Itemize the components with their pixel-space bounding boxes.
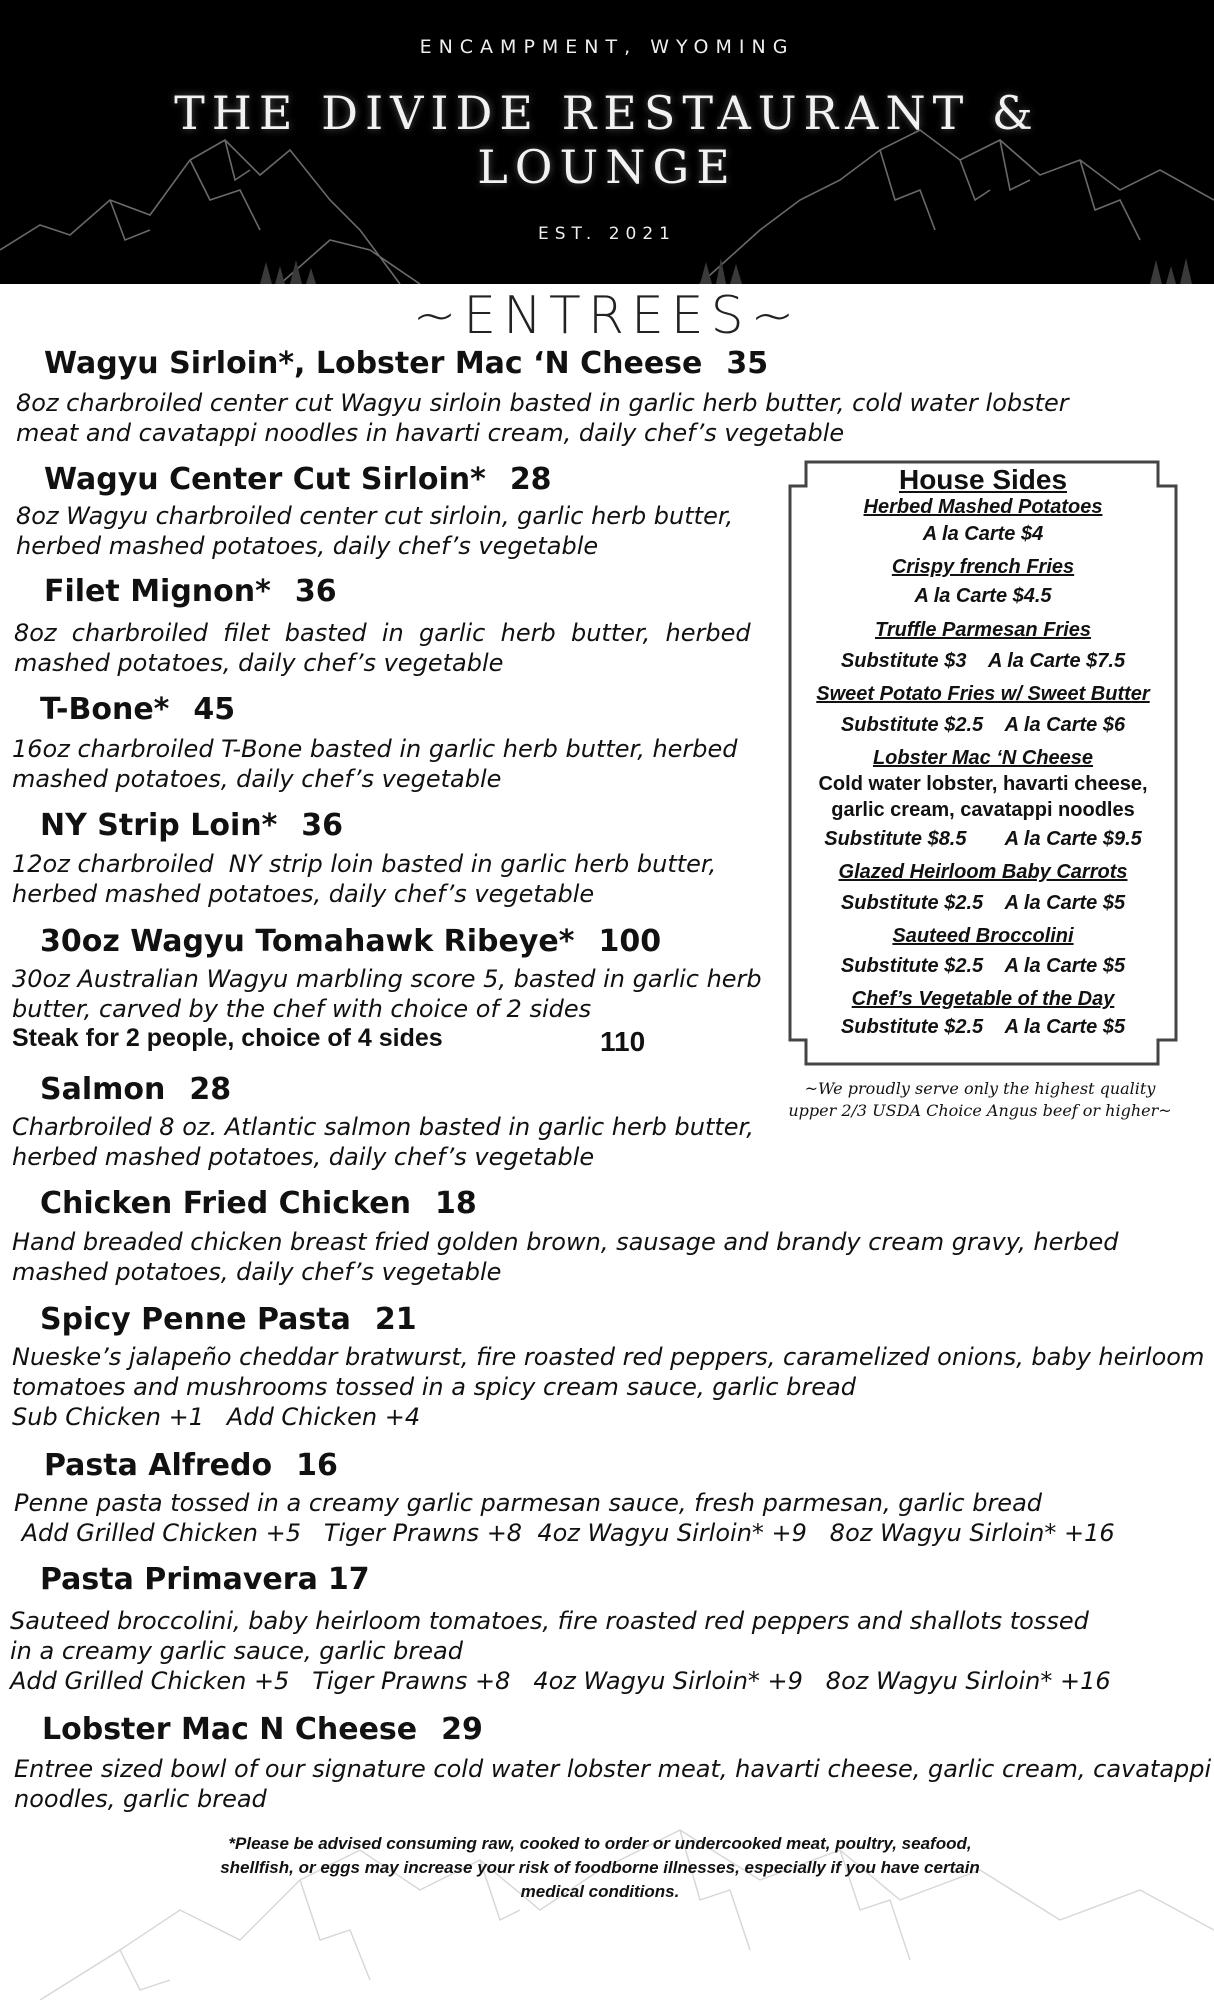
entry-name: Lobster Mac N Cheese 29	[42, 1712, 483, 1747]
side-price: A la Carte $4.5	[914, 585, 1052, 607]
side-name: Truffle Parmesan Fries	[874, 619, 1092, 641]
health-advisory: *Please be advised consuming raw, cooked to order or undercooked meat, poultry, seafood, shellfish, or eggs may increase your risk of foodborne illnesses, especially if you have certain medical conditions.	[220, 1834, 980, 1901]
entry-extra-option: Steak for 2 people, choice of 4 sides	[12, 1024, 443, 1052]
side-price: Substitute $2.5 A la Carte $5	[840, 955, 1126, 977]
entry-name: NY Strip Loin* 36	[40, 808, 344, 843]
section-title: ~ENTREES~	[412, 286, 802, 346]
side-name: Lobster Mac ‘N Cheese	[872, 747, 1094, 769]
quality-note: ~We proudly serve only the highest quality upper 2/3 USDA Choice Angus beef or higher~	[788, 1079, 1172, 1120]
side-name: Sauteed Broccolini	[892, 925, 1074, 947]
side-price: Substitute $8.5 A la Carte $9.5	[824, 828, 1142, 850]
entry-description: Nueske’s jalapeño cheddar bratwurst, fire roasted red peppers, caramelized onions, baby heirloom tomatoes and mushrooms tossed in a spicy cream sauce, garlic bread Sub Chicken +1 Add Chicken +4	[12, 1343, 1205, 1431]
side-price: Substitute $3 A la Carte $7.5	[840, 650, 1126, 672]
entry-name: Pasta Primavera 17	[40, 1562, 370, 1597]
entry-description: Charbroiled 8 oz. Atlantic salmon basted in garlic herb butter, herbed mashed potatoes, daily chef’s vegetable	[12, 1113, 754, 1171]
entry-extra-price: 110	[600, 1026, 646, 1057]
house-sides-title: House Sides	[898, 464, 1068, 495]
entry-name: Spicy Penne Pasta 21	[40, 1302, 417, 1337]
entry-name: Chicken Fried Chicken 18	[40, 1186, 477, 1221]
entry-description: 8oz charbroiled center cut Wagyu sirloin basted in garlic herb butter, cold water lobster meat and cavatappi noodles in havarti cream, daily chef’s vegetable	[16, 389, 1069, 447]
entry-name: 30oz Wagyu Tomahawk Ribeye* 100	[40, 924, 662, 959]
side-name: Glazed Heirloom Baby Carrots	[838, 861, 1128, 883]
restaurant-title	[0, 86, 1214, 194]
entry-name: Wagyu Sirloin*, Lobster Mac ‘N Cheese 35	[44, 346, 769, 381]
entry-name: Wagyu Center Cut Sirloin* 28	[44, 462, 552, 497]
side-note: Cold water lobster, havarti cheese, garlic cream, cavatappi noodles	[818, 773, 1148, 821]
entry-description: 8oz charbroiled filet basted in garlic herb butter, herbed mashed potatoes, daily chef’s vegetable	[14, 619, 751, 677]
side-name: Chef’s Vegetable of the Day	[851, 988, 1115, 1010]
side-price: Substitute $2.5 A la Carte $5	[840, 1016, 1126, 1038]
entry-name: Filet Mignon* 36	[44, 574, 337, 609]
entry-description: Penne pasta tossed in a creamy garlic parmesan sauce, fresh parmesan, garlic bread Add Grilled Chicken +5 Tiger Prawns +8 4oz Wagyu Sirloin* +9 8oz Wagyu Sirloin* +16	[14, 1489, 1115, 1547]
entry-description: Entree sized bowl of our signature cold water lobster meat, havarti cheese, garlic cream, cavatappi noodles, garlic bread	[14, 1755, 1212, 1813]
header-banner	[0, 0, 1214, 284]
side-name: Herbed Mashed Potatoes	[863, 496, 1103, 518]
entry-description: 16oz charbroiled T-Bone basted in garlic herb butter, herbed mashed potatoes, daily chef’s vegetable	[12, 735, 738, 793]
entry-description: Hand breaded chicken breast fried golden brown, sausage and brandy cream gravy, herbed mashed potatoes, daily chef’s vegetable	[12, 1228, 1119, 1286]
entry-description: 12oz charbroiled NY strip loin basted in garlic herb butter, herbed mashed potatoes, daily chef’s vegetable	[12, 850, 717, 908]
side-price: Substitute $2.5 A la Carte $5	[840, 892, 1126, 914]
established-text: EST. 2021	[538, 224, 676, 244]
side-name: Sweet Potato Fries w/ Sweet Butter	[816, 683, 1150, 705]
title-line-2: LOUNGE	[477, 140, 737, 194]
side-price: Substitute $2.5 A la Carte $6	[840, 714, 1126, 736]
title-line-1: THE DIVIDE RESTAURANT &	[174, 86, 1040, 140]
entry-name: T-Bone* 45	[40, 692, 236, 727]
location-text: ENCAMPMENT, WYOMING	[419, 36, 795, 58]
entry-name: Pasta Alfredo 16	[44, 1448, 338, 1483]
side-name: Crispy french Fries	[891, 556, 1075, 578]
side-price: A la Carte $4	[922, 523, 1044, 545]
entry-description: 30oz Australian Wagyu marbling score 5, basted in garlic herb butter, carved by the chef with choice of 2 sides	[12, 965, 762, 1023]
entry-description: Sauteed broccolini, baby heirloom tomatoes, fire roasted red peppers and shallots tossed in a creamy garlic sauce, garlic bread Add Grilled Chicken +5 Tiger Prawns +8 4oz Wagyu Sirloin* +9 8oz Wagyu Sirloin* +16	[10, 1607, 1111, 1695]
house-sides-panel	[788, 460, 1158, 1066]
entry-name: Salmon 28	[40, 1072, 232, 1107]
entry-description: 8oz Wagyu charbroiled center cut sirloin, garlic herb butter, herbed mashed potatoes, daily chef’s vegetable	[16, 502, 734, 560]
